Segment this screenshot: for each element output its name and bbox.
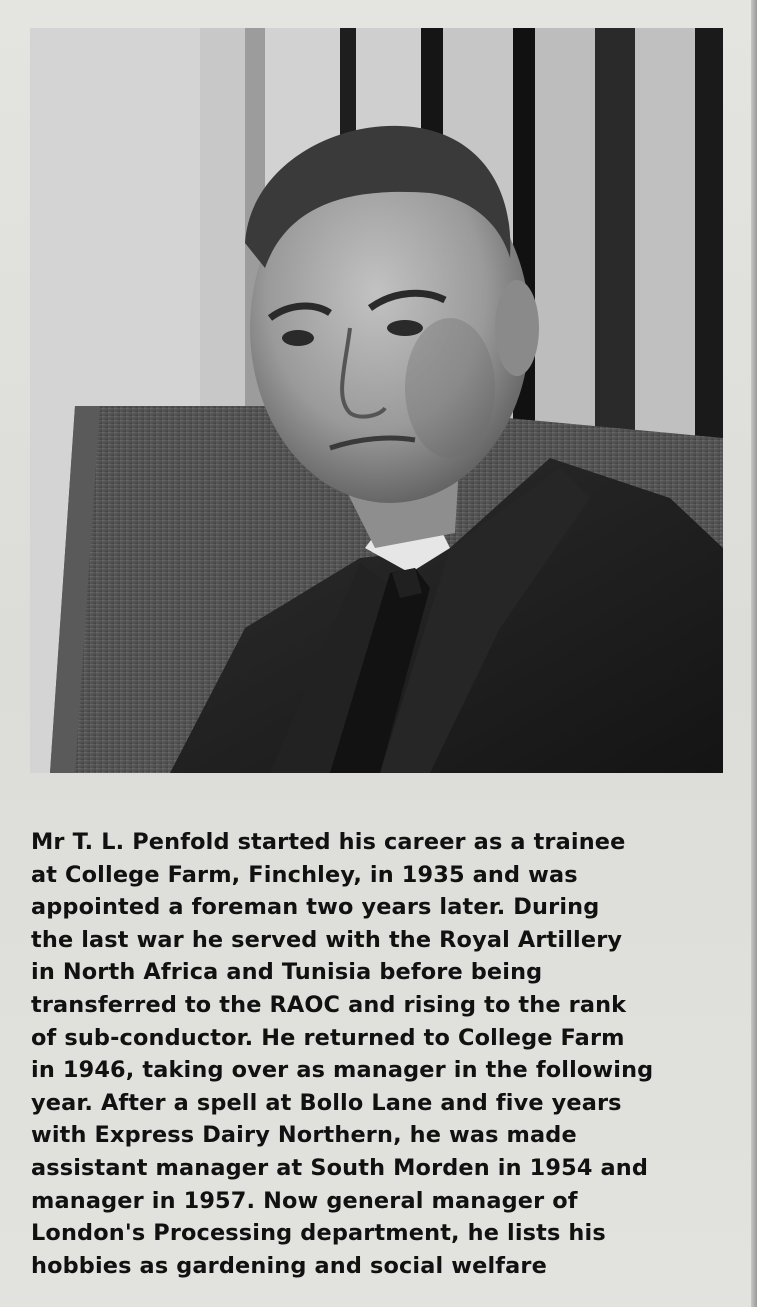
caption-line: manager in 1957. Now general manager of bbox=[31, 1187, 578, 1214]
caption-line: in 1946, taking over as manager in the following bbox=[31, 1057, 654, 1084]
caption-line: Mr T. L. Penfold started his career as a trainee bbox=[31, 829, 626, 855]
caption-line: in North Africa and Tunisia before being bbox=[31, 959, 543, 986]
caption-line: assistant manager at South Morden in 1954 and bbox=[31, 1154, 649, 1181]
caption-line: the last war he served with the Royal Artillery bbox=[31, 926, 623, 953]
portrait-photograph bbox=[30, 28, 723, 773]
caption-line: at College Farm, Finchley, in 1935 and was bbox=[31, 861, 578, 888]
caption-line: of sub-conductor. He returned to College Farm bbox=[31, 1024, 625, 1051]
page-edge bbox=[751, 0, 757, 1307]
caption-line: hobbies as gardening and social welfare bbox=[31, 1252, 547, 1279]
portrait-image bbox=[30, 28, 723, 773]
caption-text bbox=[31, 826, 731, 1282]
caption-line: year. After a spell at Bollo Lane and five years bbox=[31, 1089, 622, 1116]
caption-line: transferred to the RAOC and rising to the rank bbox=[31, 991, 627, 1018]
caption-line: London's Processing department, he lists his bbox=[31, 1220, 606, 1247]
caption-line: with Express Dairy Northern, he was made bbox=[31, 1122, 577, 1149]
caption-line: appointed a foreman two years later. During bbox=[31, 894, 600, 921]
